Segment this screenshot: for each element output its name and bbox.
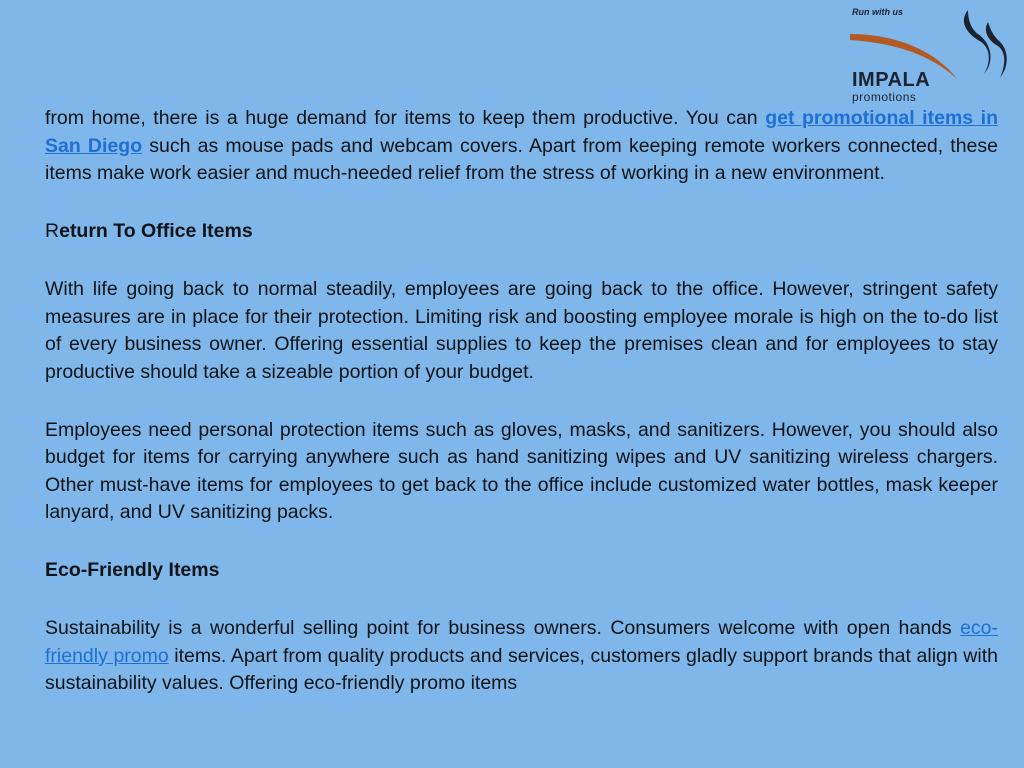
paragraph-back-to-office: With life going back to normal steadily, employees are going back to the office. However, stringent safety measures are in place for their protection. Limiting risk and boosting employee morale is high on the to-do list of every business owner. Offering essential supplies to keep the premises clean and for employees to stay productive should take a sizeable portion of your budget.: [45, 278, 998, 383]
logo-name: IMPALA: [852, 69, 931, 91]
paragraph-sustainability: [45, 615, 998, 698]
heading-eco-friendly: Eco-Friendly Items: [45, 559, 220, 581]
impala-promotions-logo: [840, 0, 1024, 108]
paragraph-text: such as mouse pads and webcam covers. Apart from keeping remote workers connected, these items make work easier and much-needed relief from the stress of working in a new environment.: [45, 134, 998, 184]
logo-horn-left-icon: [964, 10, 991, 74]
paragraph-personal-protection: Employees need personal protection items such as gloves, masks, and sanitizers. However, you should also budget for items for carrying anywhere such as hand sanitizing wipes and UV sanitizing wireless chargers. Other must-have items for employees to get back to the office include customized water bottles, mask keeper lanyard, and UV sanitizing packs.: [45, 418, 998, 523]
heading-text: eturn To Office Items: [59, 220, 253, 242]
logo-subname: promotions: [852, 90, 917, 104]
paragraph-text: Sustainability is a wonderful selling point for business owners. Consumers welcome with open hands: [45, 617, 961, 639]
heading-first-letter: R: [45, 220, 60, 242]
promotional-items-san-diego-link[interactable]: get promotional items in San Diego: [45, 107, 998, 157]
paragraph-text: from home, there is a huge demand for items to keep them productive. You can: [45, 107, 766, 129]
eco-friendly-promo-link[interactable]: eco-friendly promo: [45, 617, 998, 667]
paragraph-text: items. Apart from quality products and services, customers gladly support brands that align with sustainability values. Offering eco-friendly promo items: [45, 644, 998, 694]
heading-return-to-office: [45, 218, 998, 246]
paragraph-remote-work: [45, 105, 998, 188]
document-body: [45, 105, 998, 728]
logo-tagline: Run with us: [852, 7, 903, 17]
